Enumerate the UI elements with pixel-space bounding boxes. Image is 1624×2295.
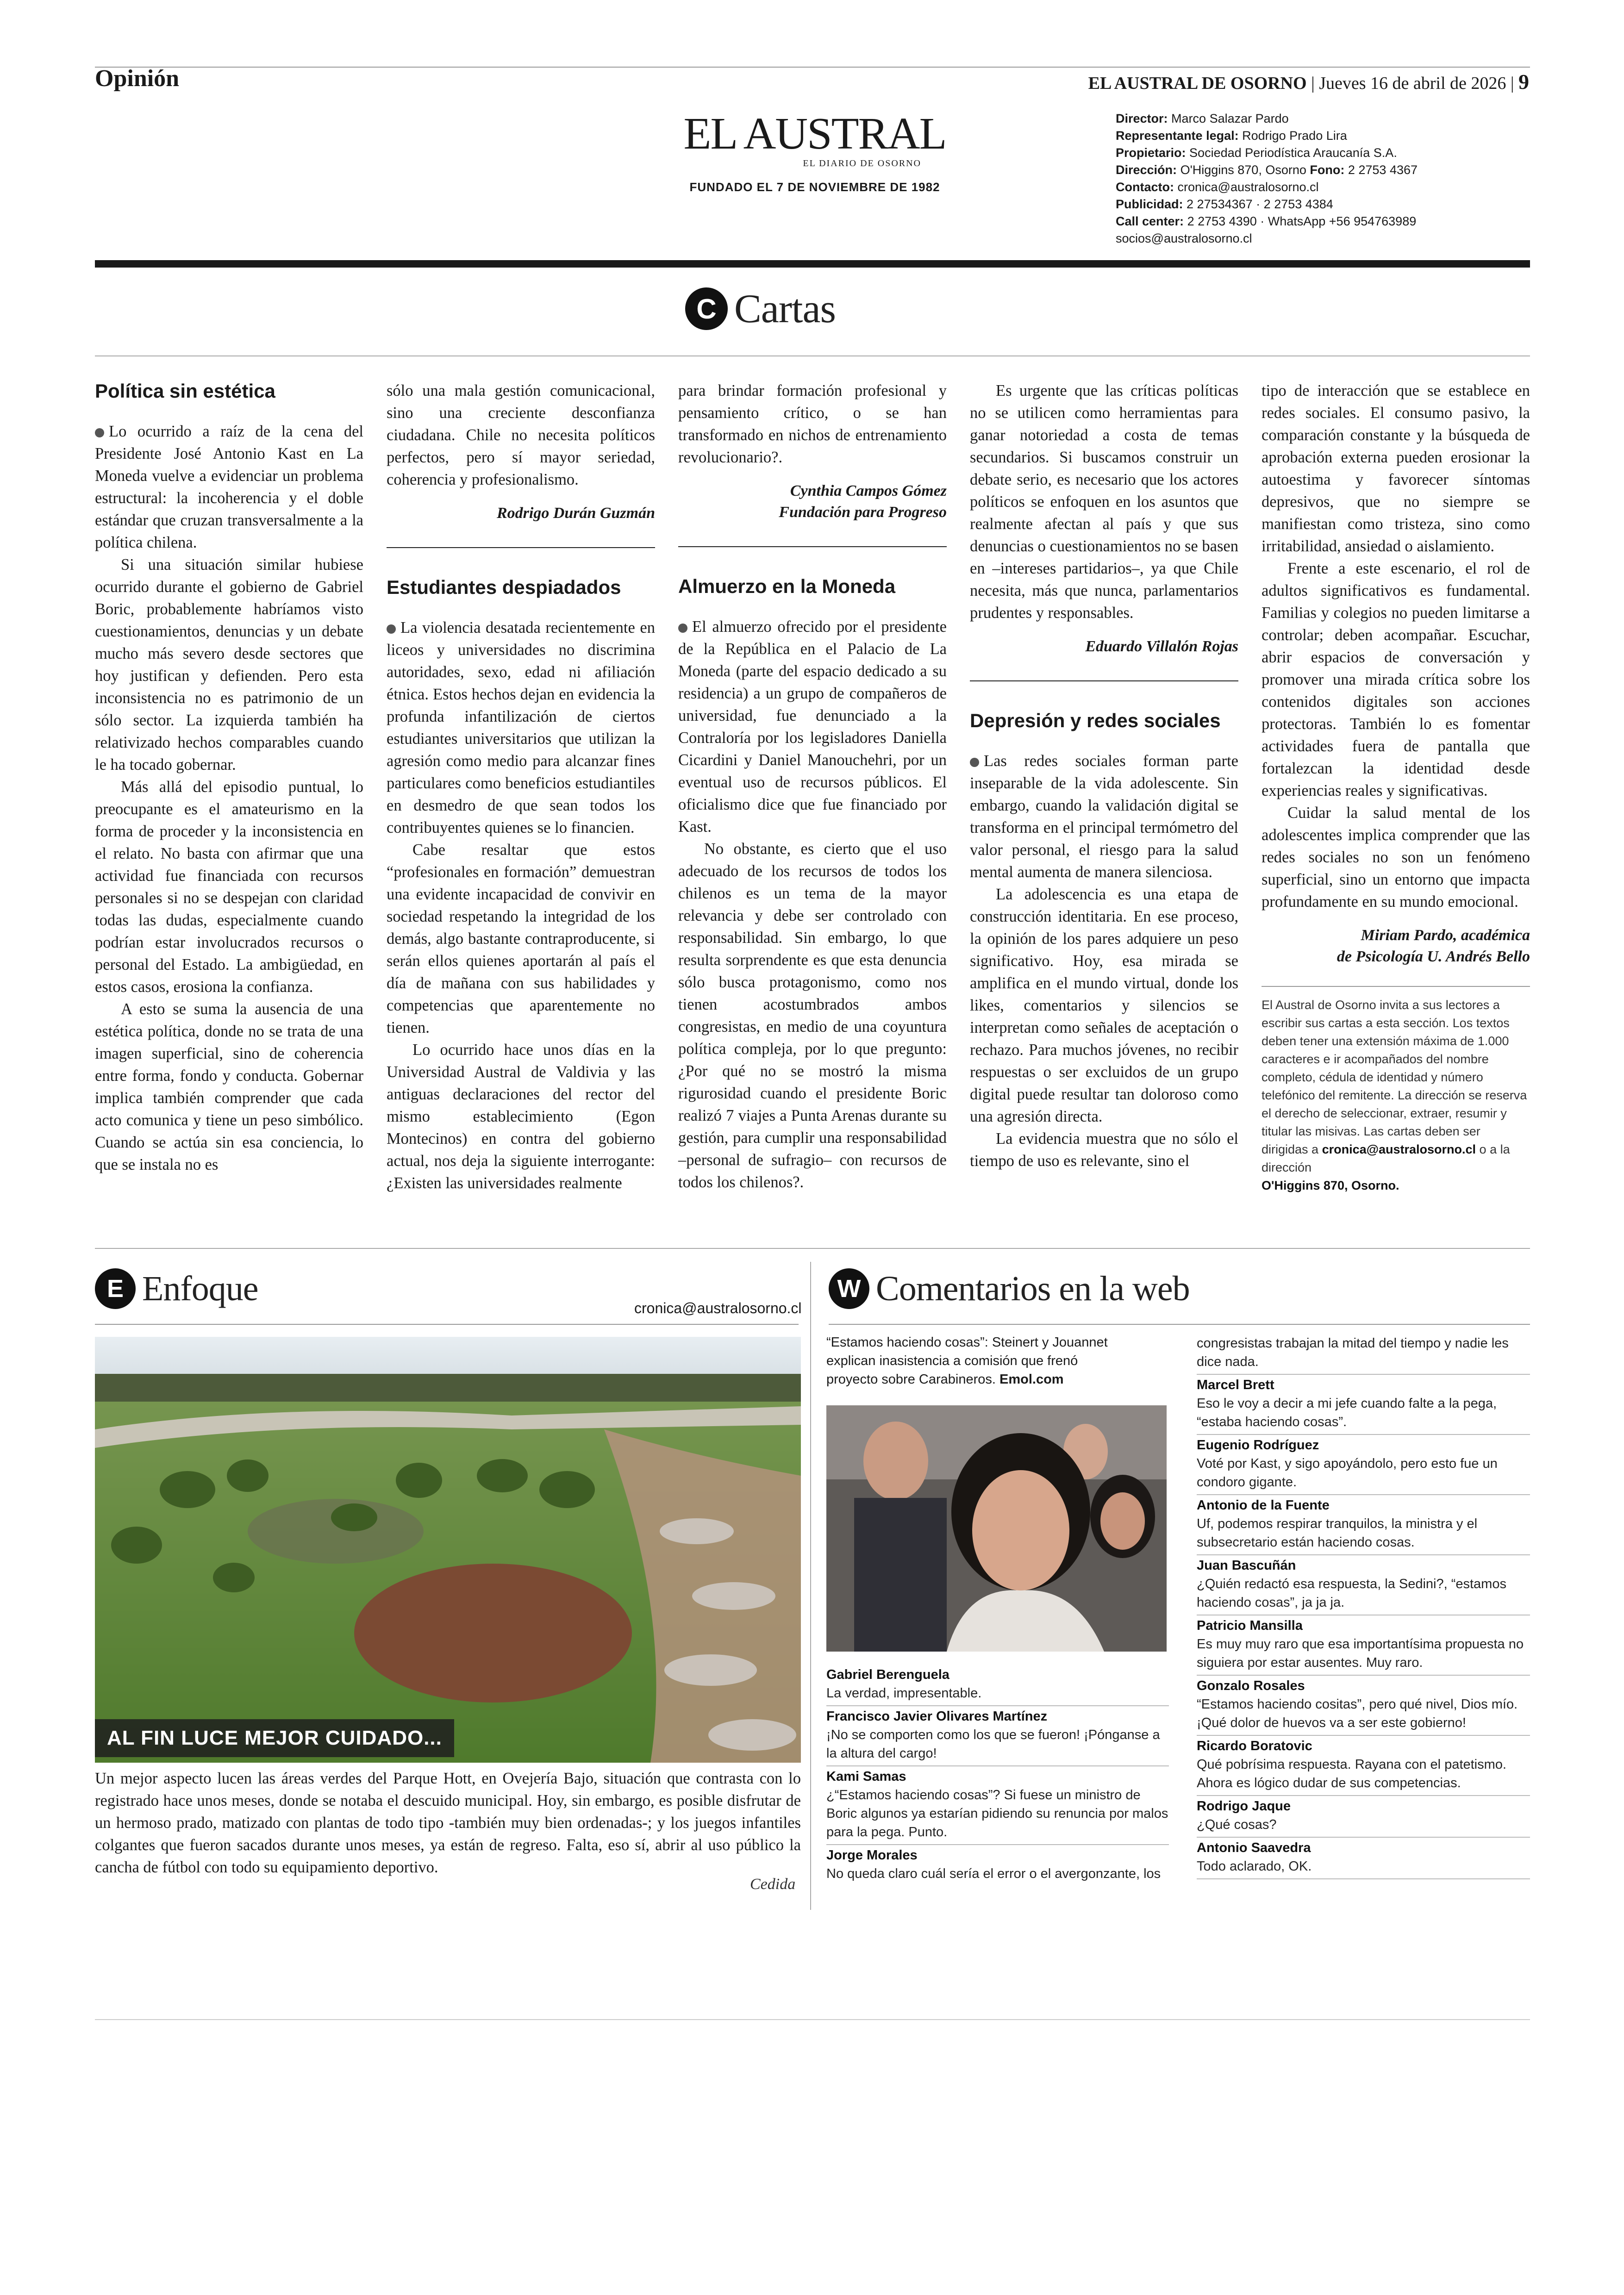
letter-signature: Miriam Pardo, académica de Psicología U. Andrés Bello [1337,927,1530,965]
letter-paragraph: Si una situación similar hubiese ocurrido durante el gobierno de Gabriel Boric, probablemente habríamos visto cuestionamientos, denuncias y un debate mucho más severo desde sectores que hoy justifican y defienden. Pero esta inconsistencia no es patrimonio de un sólo sector. La izquierda también ha relativizado hechos comparables cuando le ha tocado gobernar. [95,556,363,773]
politicians-photo-illustration [826,1405,1167,1652]
letter-signature: Cynthia Campos Gómez Fundación para Progreso [779,482,947,521]
letters-column-2 [387,380,655,1194]
news-headline: “Estamos haciendo cosas”: Steinert y Jouannet explican inasistencia a comisión que frenó proyecto sobre Carabineros. Emol.com [826,1335,1108,1387]
letter-paragraph: Las redes sociales forman parte inseparable de la vida adolescente. Sin embargo, cuando la validación digital se transforma en el principal termómetro del valor personal, el riesgo para la salud mental aumenta de manera silenciosa. [970,752,1238,881]
comment-item: Juan Bascuñán ¿Quién redactó esa respuesta, la Sedini?, “estamos haciendo cosas”, ja ja ja. [1197,1555,1530,1615]
letter-paragraph: Es urgente que las críticas políticas no se utilicen como herramientas para ganar notoriedad a costa de temas secundarios. Si buscamos construir un debate serio, es necesario que los actores políticos se enfoquen en los asuntos que realmente afectan al país y que sus denuncias o cuestionamientos no se basen en –intereses partidarios–, ya que Chile necesita, más que nunca, parlamentarios prudentes y responsables. [970,382,1238,622]
comment-item: Rodrigo Jaque ¿Qué cosas? [1197,1796,1530,1838]
staff-line: Publicidad: 2 27534367 · 2 2753 4384 [1116,197,1333,211]
comentarios-title: Comentarios en la web [876,1269,1190,1308]
comment-item: Jorge Morales No queda claro cuál sería el error o el avergonzante, los [826,1848,1161,1881]
staff-line: Contacto: cronica@australosorno.cl [1116,180,1319,194]
masthead-founded: FUNDADO EL 7 DE NOVIEMBRE DE 1982 [689,180,940,194]
letter-paragraph: Frente a este escenario, el rol de adultos significativos es fundamental. Familias y colegios no pueden limitarse a controlar; deben acompañar. Escuchar, abrir espacios de conversación y promover una mirada crítica sobre los contenidos digitales son acciones protectoras. También lo es fomentar actividades fuera de pantalla que fortalezcan la identidad desde experiencias reales y significativas. [1262,560,1530,799]
enfoque-email[interactable]: cronica@australosorno.cl [634,1300,802,1316]
letters-column-1 [95,380,363,1176]
comment-item: Kami Samas ¿“Estamos haciendo cosas”? Si fuese un ministro de Boric algunos ya estarían pidiendo su renuncia por malos para la pega. Punto. [826,1766,1169,1845]
staff-line: Dirección: O'Higgins 870, Osorno Fono: 2 2753 4367 [1116,163,1418,177]
staff-line: Call center: 2 2753 4390 · WhatsApp +56 954763989 [1116,214,1417,228]
publication-name: EL AUSTRAL DE OSORNO [1088,74,1307,93]
letter-paragraph: La adolescencia es una etapa de construcción identitaria. En ese proceso, la opinión de los pares adquiere un peso significativo. Hoy, esa mirada se amplifica en el mundo virtual, donde los likes, comentarios y silencios se interpretan como señales de aceptación o rechazo. Para muchos jóvenes, no recibir respuestas o ser excluidos de un grupo digital puede resultar tan doloroso como una agresión directa. [970,886,1238,1125]
comments-list-a [826,1665,1169,1886]
letter-paragraph: Cuidar la salud mental de los adolescentes implica comprender que las redes sociales no son un fenómeno superficial, sino un entorno que impacta profundamente en su mundo emocional. [1262,804,1530,911]
folio-separator: | [1311,74,1319,93]
politicians-photo [826,1405,1167,1652]
letter-separator [970,680,1238,681]
masthead-subtitle: EL DIARIO DE OSORNO [803,158,921,168]
letter-paragraph: para brindar formación profesional y pensamiento crítico, o se han transformado en nichos de entrenamiento revolucionario?. [678,382,947,466]
staff-line: Representante legal: Rodrigo Prado Lira [1116,129,1347,143]
letters-column-5 [1262,380,1530,1195]
bullet-icon [387,624,396,634]
cartas-title: Cartas [734,286,836,331]
letter-title: Almuerzo en la Moneda [678,575,896,597]
section-label: Opinión [95,65,180,92]
letter-title: Estudiantes despiadados [387,576,621,598]
letter-paragraph: El almuerzo ofrecido por el presidente de la República en el Palacio de La Moneda (parte del espacio dedicado a su residencia) a un grupo de compañeros de universidad, fue denunciado a la Contraloría por los legisladores Daniella Cicardini y Daniel Manouchehri, por un eventual uso de recursos públicos. El oficialismo dice que fue financiado por Kast. [678,618,947,836]
comment-item: Gonzalo Rosales “Estamos haciendo cositas”, pero qué nivel, Dios mío. ¡Qué dolor de huevos va a ser este gobierno! [1197,1676,1530,1736]
letter-paragraph: Lo ocurrido hace unos días en la Universidad Austral de Valdivia y las antiguas declaraciones del rector del mismo establecimiento (Egon Montecinos) en contra del gobierno actual, nos deja la siguiente interrogante: ¿Existen las universidades realmente [387,1041,655,1192]
masthead-logo: EL AUSTRAL [683,109,946,159]
letter-paragraph: No obstante, es cierto que el uso adecuado de los recursos de todos los chilenos es un tema de la mayor relevancia y debe ser controlado con responsabilidad. Sin embargo, lo que resulta sorprendente es que esta denuncia sólo busca protagonismo, como nos tienen acostumbrados ambos congresistas, en medio de una coyuntura política compleja, por lo que pregunto: ¿Por qué no se mostró la misma rigurosidad cuando el presidente Boric realizó 7 viajes a Punta Arenas durante su gestión, para cumplir una responsabilidad –personal de sufragio– con recursos de todos los chilenos?. [678,840,947,1191]
masthead [667,111,963,194]
letters-column-4 [970,380,1238,1172]
publication-date: Jueves 16 de abril de 2026 [1319,74,1506,93]
comment-item: Eugenio Rodríguez Voté por Kast, y sigo apoyándolo, pero esto fue un condoro gigante. [1197,1435,1530,1495]
staff-line: Director: Marco Salazar Pardo [1116,112,1289,125]
comment-item: congresistas trabajan la mitad del tiempo y nadie les dice nada. [1197,1333,1530,1375]
comments-list-b [1197,1333,1530,1879]
comment-item: Francisco Javier Olivares Martínez ¡No se comporten como los que se fueron! ¡Pónganse a la altura del cargo! [826,1706,1169,1766]
enfoque-title: Enfoque [142,1269,258,1308]
comentarios-header [829,1268,1190,1309]
letter-separator [678,546,947,547]
bullet-icon [678,624,687,633]
letter-separator [387,547,655,548]
comentarios-rule [829,1324,1530,1325]
letter-paragraph: La evidencia muestra que no sólo el tiempo de uso es relevante, sino el [970,1130,1238,1170]
masthead-rule [95,260,1530,268]
letter-signature: Rodrigo Durán Guzmán [496,505,655,522]
letters-email[interactable]: cronica@australosorno.cl [1322,1142,1476,1156]
comment-item: Patricio Mansilla Es muy muy raro que esa importantísima propuesta no siguiera por estar ausentes. Muy raro. [1197,1615,1530,1676]
bullet-icon [970,758,979,767]
staff-box [1116,110,1418,247]
comment-item: Ricardo Boratovic Qué pobrísima respuesta. Rayana con el patetismo. Ahora es lógico dudar de sus competencias. [1197,1736,1530,1796]
letter-title: Política sin estética [95,380,275,402]
letter-paragraph: Más allá del episodio puntual, lo preocupante es el amateurismo en la forma de proceder y la inconsistencia en el relato. No basta con afirmar que una actividad fue financiada con recursos personales si no se despejan con claridad todas las dudas, especialmente cuando podrían estar involucrados recursos o personal del Estado. La ambigüedad, en estos casos, erosiona la confianza. [95,778,363,996]
letter-signature: Eduardo Villalón Rojas [1085,638,1238,655]
comment-item: Antonio Saavedra Todo aclarado, OK. [1197,1838,1530,1879]
news-source: Emol.com [999,1372,1064,1387]
comment-item: Antonio de la Fuente Uf, podemos respirar tranquilos, la ministra y el subsecretario están haciendo cosas. [1197,1495,1530,1555]
staff-line: socios@australosorno.cl [1116,231,1252,245]
page-number: 9 [1518,70,1529,94]
folio [1088,69,1529,94]
vertical-rule [810,1262,811,1910]
letter-paragraph: sólo una mala gestión comunicacional, sino una creciente desconfianza ciudadana. Chile no necesita políticos perfectos, pero sí mayor seriedad, coherencia y profesionalismo. [387,382,655,488]
park-photo-illustration [95,1337,801,1763]
letter-paragraph: Cabe resaltar que estos “profesionales en formación” demuestran una evidente incapacidad de convivir en sociedad respetando la integridad de los demás, algo bastante contraproducente, si serán ellos quienes aportarán al país el día de mañana con sus habilidades y competencias que aparentemente no tienen. [387,841,655,1036]
staff-line: Propietario: Sociedad Periodística Araucanía S.A. [1116,146,1397,160]
letter-paragraph: tipo de interacción que se establece en redes sociales. El consumo pasivo, la comparación constante y la búsqueda de aprobación externa pueden erosionar la autoestima y favorecer síntomas depresivos, que no siempre se manifiestan como tristeza, sino como irritabilidad, ansiedad o aislamiento. [1262,382,1530,555]
top-rule [95,67,1530,68]
letter-paragraph: La violencia desatada recientemente en liceos y universidades no discrimina autoridades, sexo, edad ni afiliación étnica. Estos hechos dejan en evidencia la profunda infantilización de ciertos estudiantes universitarios que utilizan la agresión como medio para alcanzar fines particulares como beneficios estudiantiles en desmedro de que sean todos los contribuyentes quienes se lo financien. [387,619,655,836]
letters-column-3 [678,380,947,1193]
cartas-rule [95,355,1530,356]
page-bottom-rule [95,2019,1530,2020]
folio-separator: | [1510,74,1518,93]
cartas-badge-icon: C [685,287,728,330]
letters-policy-note: El Austral de Osorno invita a sus lectores a escribir sus cartas a esta sección. Los textos deben tener una extensión máxima de 1.000 caracteres e ir acompañados del nombre completo, cédula de identidad y número telefónico del remitente. La dirección se reserva el derecho de seleccionar, extraer, resumir y titular las misivas. Las cartas deben ser dirigidas a cronica@australosorno.cl o a la dirección O'Higgins 870, Osorno. [1262,986,1530,1195]
enfoque-rule [95,1324,799,1325]
bullet-icon [95,428,104,437]
comentarios-badge-icon: W [829,1268,869,1309]
letters-address: O'Higgins 870, Osorno. [1262,1179,1399,1192]
photo-caption: AL FIN LUCE MEJOR CUIDADO... [95,1719,454,1757]
comment-item: Marcel Brett Eso le voy a decir a mi jefe cuando falte a la pega, “estaba haciendo cosas”. [1197,1375,1530,1435]
section-rule [95,1248,1530,1249]
comment-item: Gabriel Berenguela La verdad, impresentable. [826,1665,1169,1706]
enfoque-header [95,1268,258,1309]
enfoque-text: Un mejor aspecto lucen las áreas verdes del Parque Hott, en Ovejería Bajo, situación que contrasta con lo registrado hace unos meses, donde se notaba el descuido municipal. Hoy, sin embargo, es posible disfrutar de un hermoso prado, matizado con plantas de todo tipo -también muy bien ordenadas-; y los juegos infantiles colgantes que fueron sacados durante unos meses, ya están de regreso. Falta, eso sí, abrir al uso público la cancha de fútbol con todo su equipamiento deportivo. [95,1770,801,1876]
letter-paragraph: A esto se suma la ausencia de una estética política, donde no se trata de una imagen superficial, sino de coherencia entre forma, fondo y conducta. Gobernar implica también comprender que cada acto comunica y tiene un peso simbólico. Cuando se actúa sin esa conciencia, lo que se instala no es [95,1000,363,1173]
letter-paragraph: Lo ocurrido a raíz de la cena del Presidente José Antonio Kast en La Moneda vuelve a evidenciar un problema estructural: la incoherencia y el doble estándar que cruzan transversalmente a la política chilena. [95,423,363,551]
letter-title: Depresión y redes sociales [970,710,1221,731]
photo-credit: Cedida [750,1876,796,1893]
cartas-header [685,283,836,334]
enfoque-badge-icon: E [95,1268,136,1309]
park-photo [95,1337,801,1763]
